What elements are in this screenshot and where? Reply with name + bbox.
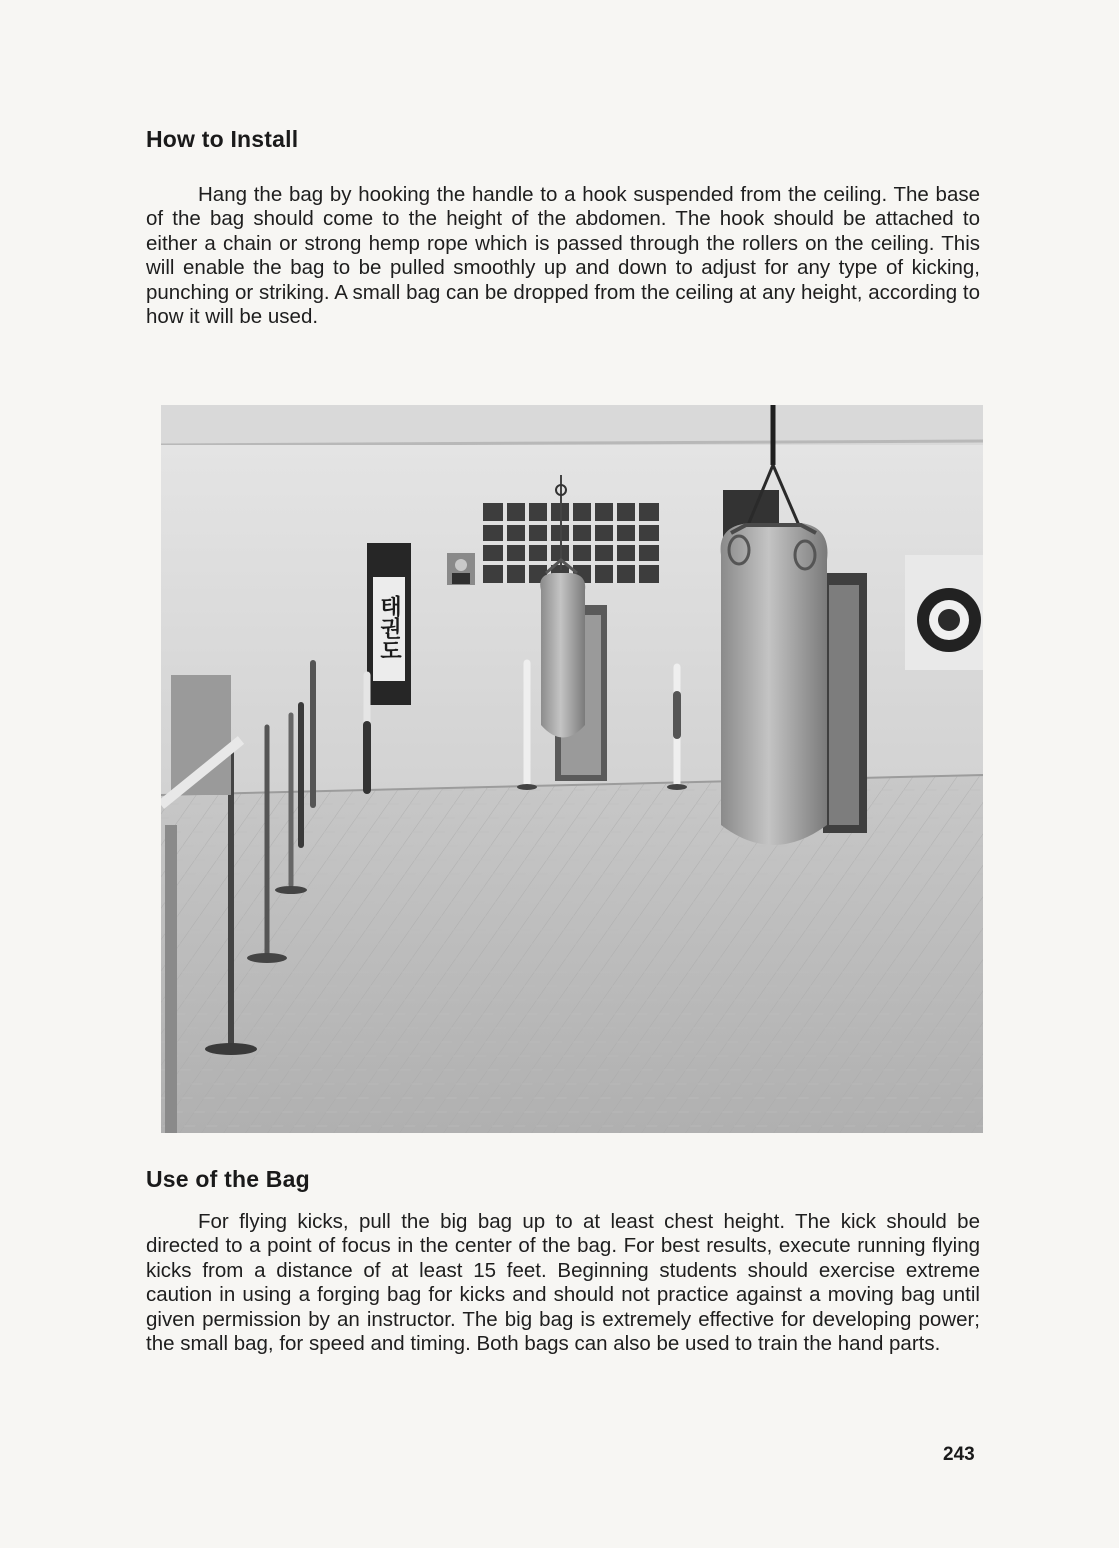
ceiling xyxy=(161,405,983,445)
taekwondo-banner xyxy=(367,543,411,705)
paragraph-how-to-install: Hang the bag by hooking the handle to a hook suspended from the ceiling. The base of the bag should come to the height of the abdomen. The hook should be attached to either a chain or strong hemp rope which is passed through the rollers on the ceiling. This will enable the bag to be pulled smoothly up and down to adjust for any type of kicking, punching or striking. A small bag can be dropped from the ceiling at any height, according to how it will be used. xyxy=(146,183,980,329)
section-heading-use-of-the-bag: Use of the Bag xyxy=(146,1166,310,1192)
big-punching-bag xyxy=(721,523,828,845)
photo-dojang-punching-bags xyxy=(161,405,983,1133)
small-punching-bag xyxy=(540,560,585,738)
page-number: 243 xyxy=(943,1444,975,1465)
club-emblem xyxy=(905,555,983,670)
window-panes xyxy=(483,503,659,583)
banner-text: 태권도 xyxy=(376,595,402,661)
section-heading-how-to-install: How to Install xyxy=(146,126,299,152)
paragraph-use-of-the-bag: For flying kicks, pull the big bag up to at least chest height. The kick should be directed to a point of focus in the center of the bag. For best results, execute running flying kicks from a distance of at least 15 feet. Beginning students should exercise extreme caution in using a forging bag for kicks and should not practice against a moving bag until given permission by an instructor. The big bag is extremely effective for developing power; the small bag, for speed and timing. Both bags can also be used to train the hand parts. xyxy=(146,1210,980,1356)
